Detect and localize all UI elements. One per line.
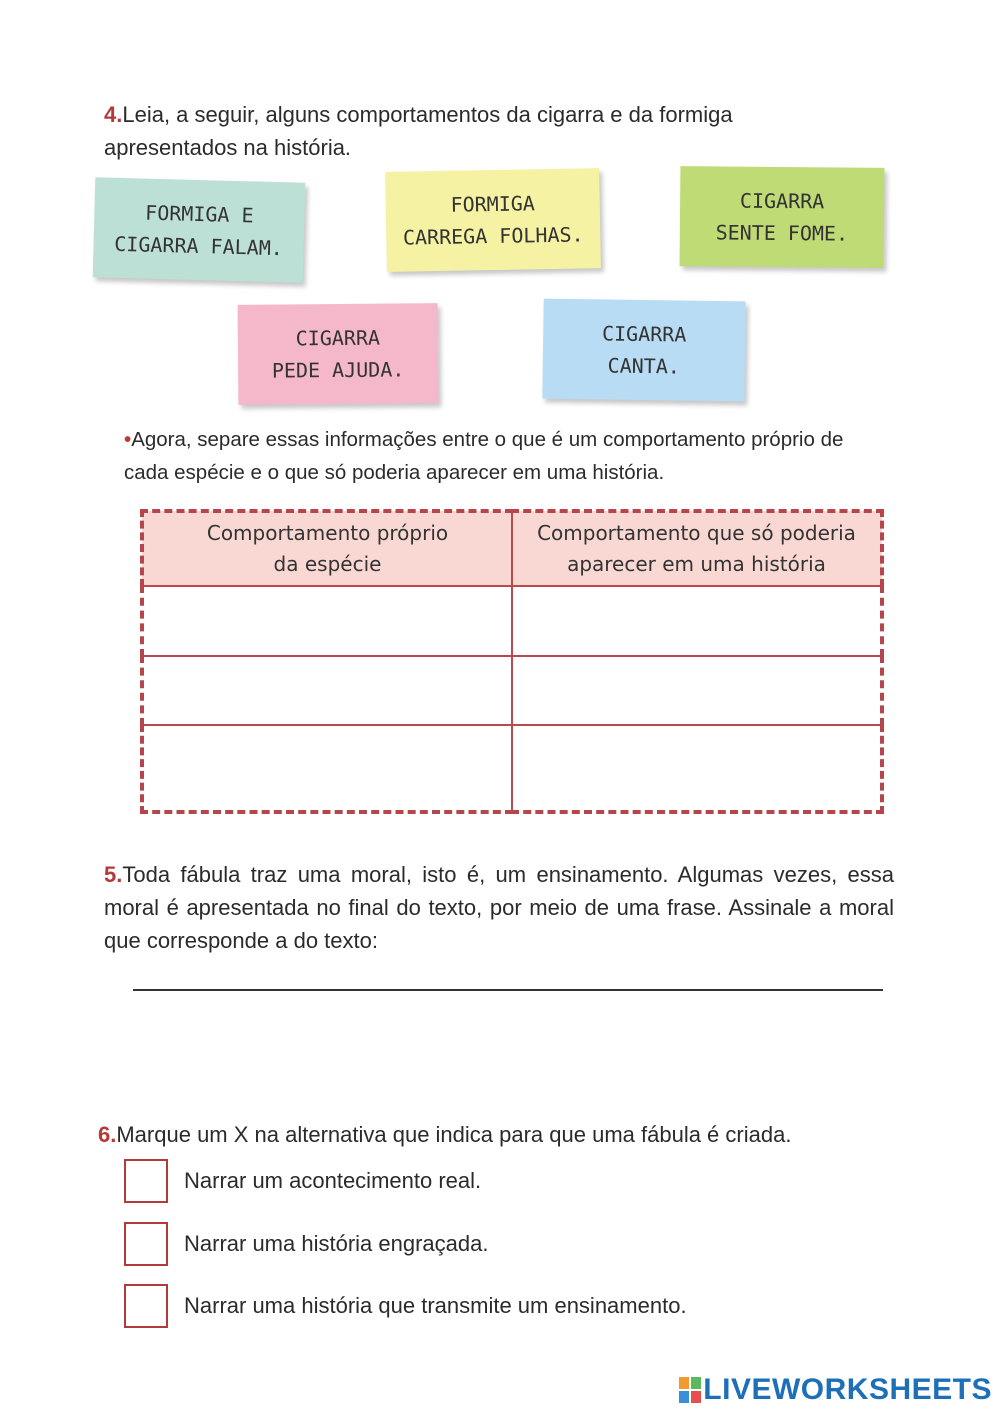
question-5 <box>104 858 894 957</box>
answer-cell[interactable] <box>142 725 512 812</box>
note-formiga-cigarra-falam: FORMIGA E CIGARRA FALAM. <box>93 177 306 282</box>
question-5-text: Toda fábula traz uma moral, isto é, um ensinamento. Algumas vezes, essa moral é apresentada no final do texto, por meio de uma frase. Assinale a moral que corresponde a do texto: <box>104 862 894 953</box>
brand-logo-icon <box>679 1377 701 1403</box>
brand <box>679 1373 992 1407</box>
header-own-behavior: Comportamento próprio da espécie <box>142 511 512 586</box>
logo-square <box>679 1391 689 1403</box>
note-cigarra-sente-fome: CIGARRA SENTE FOME. <box>680 166 885 268</box>
header-story-only-behavior: Comportamento que só poderia aparecer em uma história <box>512 511 882 586</box>
question-6 <box>98 1118 918 1151</box>
option-label: Narrar uma história que transmite um ensinamento. <box>184 1293 687 1318</box>
question-4-instruction <box>124 423 884 489</box>
checkbox[interactable] <box>124 1222 168 1266</box>
answer-cell[interactable] <box>512 656 882 726</box>
classification-table <box>140 509 884 814</box>
question-5-number: 5. <box>104 862 123 887</box>
note-cigarra-canta: CIGARRA CANTA. <box>542 299 745 402</box>
logo-square <box>679 1377 689 1389</box>
table-row <box>142 725 882 812</box>
option-1[interactable] <box>124 1159 481 1203</box>
answer-line[interactable] <box>133 989 883 991</box>
table-header-row <box>142 511 882 586</box>
checkbox[interactable] <box>124 1159 168 1203</box>
answer-cell[interactable] <box>142 586 512 656</box>
option-label: Narrar um acontecimento real. <box>184 1168 482 1193</box>
instruction-text: Agora, separe essas informações entre o que é um comportamento próprio de cada espécie e o que só poderia aparecer em uma história. <box>124 428 844 484</box>
question-4 <box>104 98 824 164</box>
question-4-text: Leia, a seguir, alguns comportamentos da cigarra e da formiga apresentados na história. <box>104 102 733 160</box>
note-cigarra-pede-ajuda: CIGARRA PEDE AJUDA. <box>238 303 439 405</box>
logo-square <box>691 1391 701 1403</box>
question-6-number: 6. <box>98 1122 117 1147</box>
answer-cell[interactable] <box>512 586 882 656</box>
option-3[interactable] <box>124 1284 687 1328</box>
brand-name: LIVEWORKSHEETS <box>703 1373 992 1406</box>
answer-cell[interactable] <box>142 656 512 726</box>
table-row <box>142 586 882 656</box>
table-row <box>142 656 882 726</box>
note-formiga-carrega-folhas: FORMIGA CARREGA FOLHAS. <box>385 168 601 272</box>
logo-square <box>691 1377 701 1389</box>
checkbox[interactable] <box>124 1284 168 1328</box>
question-6-text: Marque um X na alternativa que indica para que uma fábula é criada. <box>116 1122 792 1147</box>
bullet-dot: • <box>124 428 132 451</box>
answer-cell[interactable] <box>512 725 882 812</box>
question-4-number: 4. <box>104 102 123 127</box>
option-label: Narrar uma história engraçada. <box>184 1231 489 1256</box>
option-2[interactable] <box>124 1222 488 1266</box>
